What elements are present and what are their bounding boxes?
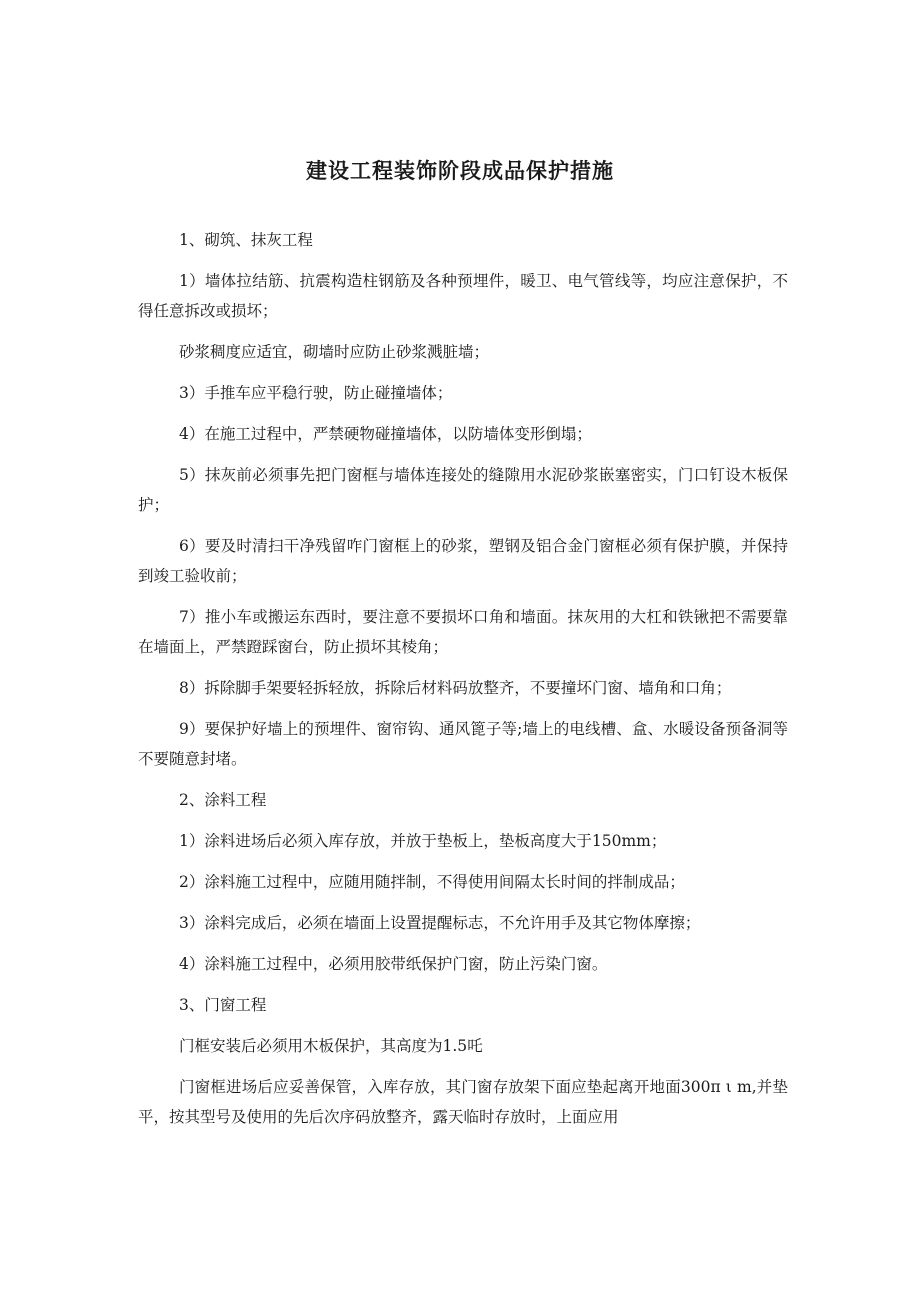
paragraph: 4）在施工过程中，严禁硬物碰撞墙体，以防墙体变形倒塌； bbox=[179, 425, 592, 443]
paragraph: 9）要保护好墙上的预埋件、窗帘钩、通风篦子等;墙上的电线槽、盒、水暖设备预备洞等不要随意封堵。 bbox=[138, 720, 788, 768]
paragraph: 7）推小车或搬运东西时，要注意不要损坏口角和墙面。抹灰用的大杠和铁锹把不需要靠在墙面上，严禁蹬踩窗台，防止损坏其棱角； bbox=[138, 608, 788, 656]
section-heading-masonry: 1、砌筑、抹灰工程 bbox=[179, 231, 313, 249]
paragraph: 2）涂料施工过程中，应随用随拌制，不得使用间隔太长时间的拌制成品； bbox=[179, 873, 685, 891]
page-title: 建设工程装饰阶段成品保护措施 bbox=[306, 159, 614, 183]
paragraph: 门框安装后必须用木板保护，其高度为1.5吒 bbox=[179, 1037, 483, 1055]
section-heading-doors-windows: 3、门窗工程 bbox=[179, 996, 267, 1014]
document-body bbox=[138, 225, 788, 1143]
paragraph: 门窗框进场后应妥善保管，入库存放，其门窗存放架下面应垫起离开地面300π ι m,并垫平，按其型号及使用的先后次序码放整齐，露天临时存放时，上面应用 bbox=[138, 1078, 788, 1126]
paragraph: 3）手推车应平稳行驶，防止碰撞墙体； bbox=[179, 384, 453, 402]
paragraph: 8）拆除脚手架要轻拆轻放，拆除后材料码放整齐，不要撞坏门窗、墙角和口角； bbox=[179, 679, 732, 697]
paragraph: 3）涂料完成后，必须在墙面上设置提醒标志，不允许用手及其它物体摩擦； bbox=[179, 914, 701, 932]
paragraph: 6）要及时清扫干净残留咋门窗框上的砂浆，塑钢及铝合金门窗框必须有保护膜，并保持到竣工验收前； bbox=[138, 537, 788, 585]
section-heading-coating: 2、涂料工程 bbox=[179, 791, 267, 809]
paragraph: 4）涂料施工过程中，必须用胶带纸保护门窗，防止污染门窗。 bbox=[179, 955, 608, 973]
paragraph: 1）涂料进场后必须入库存放，并放于垫板上，垫板高度大于150mm； bbox=[179, 832, 667, 850]
paragraph: 5）抹灰前必须事先把门窗框与墙体连接处的缝隙用水泥砂浆嵌塞密实，门口钉设木板保护； bbox=[138, 466, 788, 514]
paragraph: 砂浆稠度应适宜，砌墙时应防止砂浆溅脏墙； bbox=[179, 343, 490, 361]
paragraph: 1）墙体拉结筋、抗震构造柱钢筋及各种预埋件，暖卫、电气管线等，均应注意保护，不得任意拆改或损坏； bbox=[138, 272, 788, 320]
